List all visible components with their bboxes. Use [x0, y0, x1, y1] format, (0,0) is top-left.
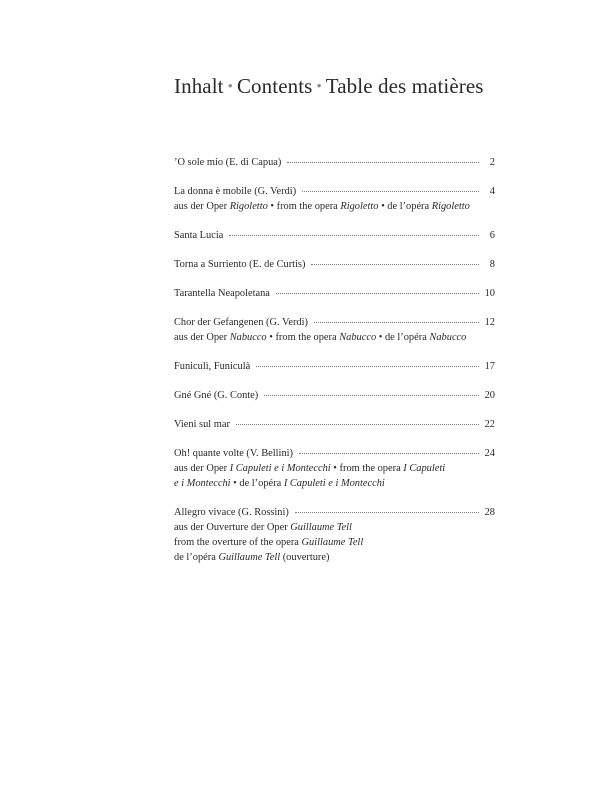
toc-entry-page-number: 10 — [484, 288, 495, 299]
title-french: Table des matières — [325, 74, 484, 98]
toc-entry[interactable] — [174, 505, 495, 565]
dot-leader — [299, 445, 479, 454]
toc-entry-row — [174, 505, 495, 520]
toc-entry-row — [174, 286, 495, 301]
toc-entry-subtitle — [174, 199, 495, 214]
toc-entry-row — [174, 184, 495, 199]
toc-entry-page-number: 22 — [484, 419, 495, 430]
subtitle-text: aus der Oper — [174, 201, 230, 212]
toc-entry[interactable] — [174, 446, 495, 491]
toc-entry-row — [174, 359, 495, 374]
toc-entry-page-number: 20 — [484, 390, 495, 401]
toc-entry-subtitle — [174, 461, 495, 476]
toc-entry-title: Torna a Surriento (E. de Curtis) — [174, 259, 306, 270]
opera-title: Nabucco — [339, 332, 377, 343]
toc-entry-page-number: 17 — [484, 361, 495, 372]
toc-entry-title: Tarantella Neapoletana — [174, 288, 270, 299]
toc-entry-title: Funiculì, Funiculà — [174, 361, 251, 372]
page-title — [174, 74, 484, 99]
dot-leader — [311, 256, 479, 265]
subtitle-text: • from the opera — [330, 463, 404, 474]
toc-entry-subtitle — [174, 476, 495, 491]
toc-entry-subtitle — [174, 535, 495, 550]
opera-title: I Capuleti — [403, 463, 446, 474]
subtitle-text: aus der Oper — [174, 463, 230, 474]
title-german: Inhalt — [174, 74, 224, 98]
toc-entry-row — [174, 388, 495, 403]
subtitle-text: from the overture of the opera — [174, 537, 302, 548]
dot-leader — [287, 154, 479, 163]
toc-entry-row — [174, 446, 495, 461]
toc-entry-title: La donna è mobile (G. Verdi) — [174, 186, 297, 197]
subtitle-text: de l’opéra — [174, 552, 219, 563]
toc-entry-page-number: 28 — [484, 507, 495, 518]
opera-title: Rigoletto — [229, 201, 268, 212]
title-separator: • — [316, 79, 322, 95]
toc-entry[interactable] — [174, 388, 495, 403]
opera-title: Guillaume Tell — [290, 522, 352, 533]
title-separator: • — [227, 79, 233, 95]
opera-title: Rigoletto — [431, 201, 470, 212]
toc-entry-subtitle — [174, 330, 495, 345]
opera-title: I Capuleti e i Montecchi — [229, 463, 331, 474]
opera-title: e i Montecchi — [174, 478, 231, 489]
toc-entry[interactable] — [174, 257, 495, 272]
toc-entry-title: Vieni sul mar — [174, 419, 230, 430]
toc-entry[interactable] — [174, 228, 495, 243]
opera-title: Nabucco — [429, 332, 467, 343]
dot-leader — [264, 387, 478, 396]
toc-entry[interactable] — [174, 286, 495, 301]
subtitle-text: • from the opera — [267, 201, 341, 212]
toc-entry-row — [174, 315, 495, 330]
opera-title: Rigoletto — [340, 201, 379, 212]
toc-entry[interactable] — [174, 184, 495, 214]
toc-entry-row — [174, 155, 495, 170]
toc-entry-page-number: 8 — [489, 259, 495, 270]
opera-title: Guillaume Tell — [218, 552, 281, 563]
subtitle-text: aus der Oper — [174, 332, 230, 343]
toc-entry-page-number: 24 — [484, 448, 495, 459]
toc-entry-title: Allegro vivace (G. Rossini) — [174, 507, 289, 518]
toc-entry-title: Chor der Gefangenen (G. Verdi) — [174, 317, 308, 328]
toc-entry-subtitle — [174, 550, 495, 565]
table-of-contents — [174, 155, 495, 579]
subtitle-text: • de l’opéra — [230, 478, 284, 489]
toc-entry-title: Santa Lucia — [174, 230, 224, 241]
dot-leader — [256, 358, 478, 367]
toc-entry[interactable] — [174, 359, 495, 374]
toc-entry[interactable] — [174, 417, 495, 432]
toc-entry-page-number: 6 — [489, 230, 495, 241]
toc-entry[interactable] — [174, 155, 495, 170]
subtitle-text: • from the opera — [266, 332, 340, 343]
dot-leader — [236, 416, 479, 425]
dot-leader — [314, 314, 479, 323]
toc-entry-subtitle — [174, 520, 495, 535]
toc-entry-page-number: 4 — [489, 186, 495, 197]
opera-title: Guillaume Tell — [301, 537, 364, 548]
title-english: Contents — [236, 74, 313, 98]
dot-leader — [302, 183, 479, 192]
toc-entry-page-number: 12 — [484, 317, 495, 328]
subtitle-text: • de l’opéra — [378, 201, 432, 212]
opera-title: Nabucco — [229, 332, 267, 343]
toc-entry-row — [174, 228, 495, 243]
dot-leader — [276, 285, 479, 294]
subtitle-text: (ouverture) — [280, 552, 330, 563]
opera-title: I Capuleti e i Montecchi — [283, 478, 385, 489]
subtitle-text: • de l’opéra — [376, 332, 430, 343]
toc-entry-page-number: 2 — [489, 157, 495, 168]
toc-entry-title: ’O sole mio (E. di Capua) — [174, 157, 282, 168]
toc-entry[interactable] — [174, 315, 495, 345]
subtitle-text: aus der Ouverture der Oper — [174, 522, 291, 533]
toc-entry-title: Gné Gné (G. Conte) — [174, 390, 259, 401]
dot-leader — [229, 227, 479, 236]
toc-entry-row — [174, 257, 495, 272]
toc-entry-row — [174, 417, 495, 432]
toc-entry-title: Oh! quante volte (V. Bellini) — [174, 448, 293, 459]
dot-leader — [295, 504, 479, 513]
